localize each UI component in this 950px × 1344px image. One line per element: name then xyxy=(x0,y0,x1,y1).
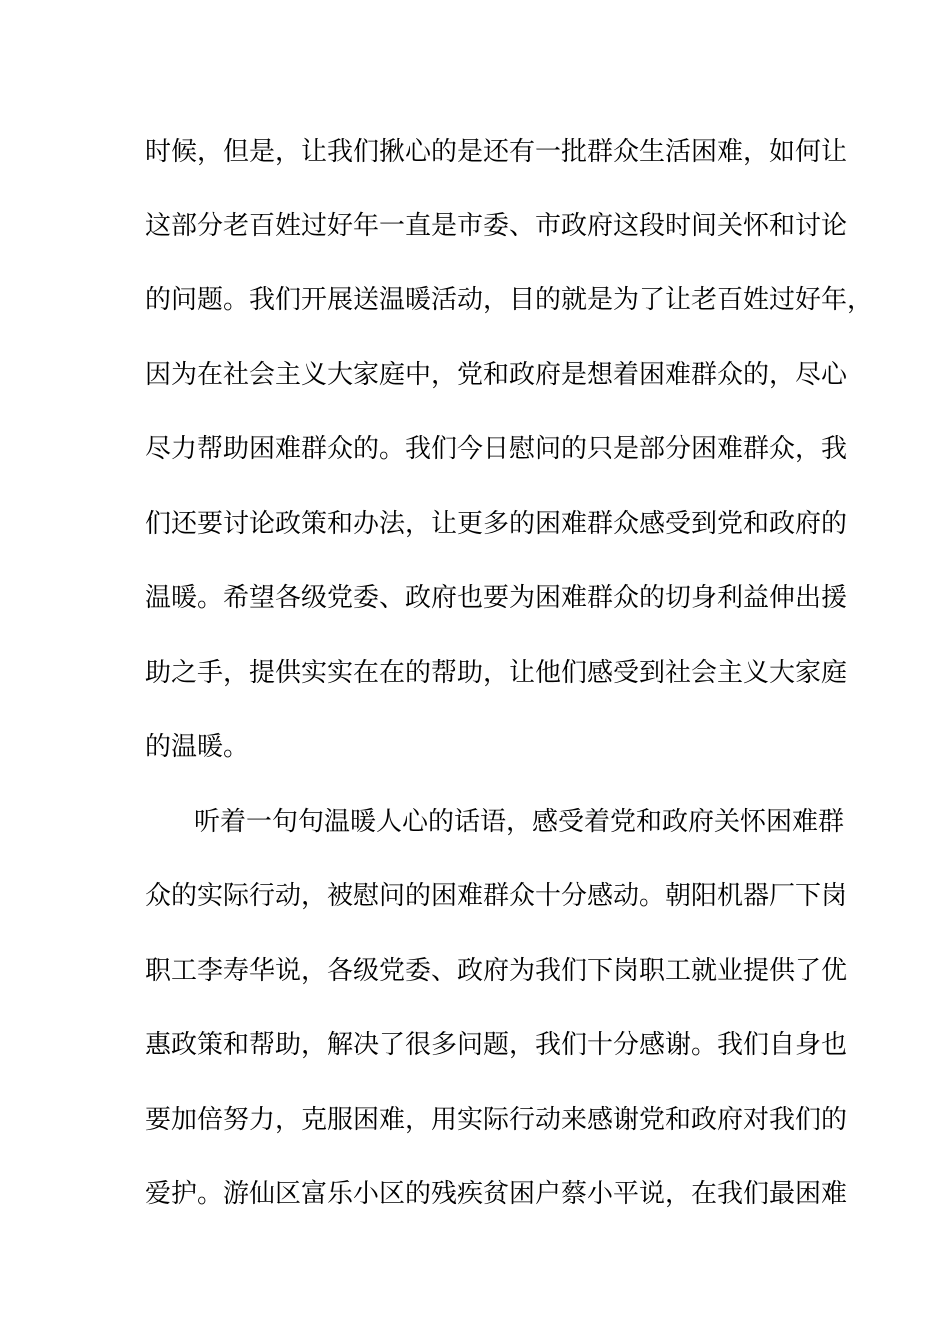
text-line: 的温暖。 xyxy=(145,732,250,762)
text-line: 职工李寿华说，各级党委、政府为我们下岗职工就业提供了优 xyxy=(145,956,848,986)
text-line: 因为在社会主义大家庭中，党和政府是想着困难群众的，尽心 xyxy=(145,360,848,390)
text-line: 听着一句句温暖人心的话语，感受着党和政府关怀困难群 xyxy=(194,807,845,837)
text-line: 这部分老百姓过好年一直是市委、市政府这段时间关怀和讨论 xyxy=(145,211,848,241)
text-line: 助之手，提供实实在在的帮助，让他们感受到社会主义大家庭 xyxy=(145,658,848,688)
text-line: 尽力帮助困难群众的。我们今日慰问的只是部分困难群众，我 xyxy=(145,434,848,464)
text-line: 众的实际行动，被慰问的困难群众十分感动。朝阳机器厂下岗 xyxy=(145,881,848,911)
text-line: 时候，但是，让我们揪心的是还有一批群众生活困难，如何让 xyxy=(145,137,848,167)
text-line: 的问题。我们开展送温暖活动，目的就是为了让老百姓过好年， xyxy=(145,285,874,315)
text-line: 们还要讨论政策和办法，让更多的困难群众感受到党和政府的 xyxy=(145,509,848,539)
text-line: 要加倍努力，克服困难，用实际行动来感谢党和政府对我们的 xyxy=(145,1105,848,1135)
text-line: 温暖。希望各级党委、政府也要为困难群众的切身利益伸出援 xyxy=(145,583,848,613)
text-line: 惠政策和帮助，解决了很多问题，我们十分感谢。我们自身也 xyxy=(145,1030,848,1060)
text-line: 爱护。游仙区富乐小区的残疾贫困户蔡小平说，在我们最困难 xyxy=(145,1179,848,1209)
